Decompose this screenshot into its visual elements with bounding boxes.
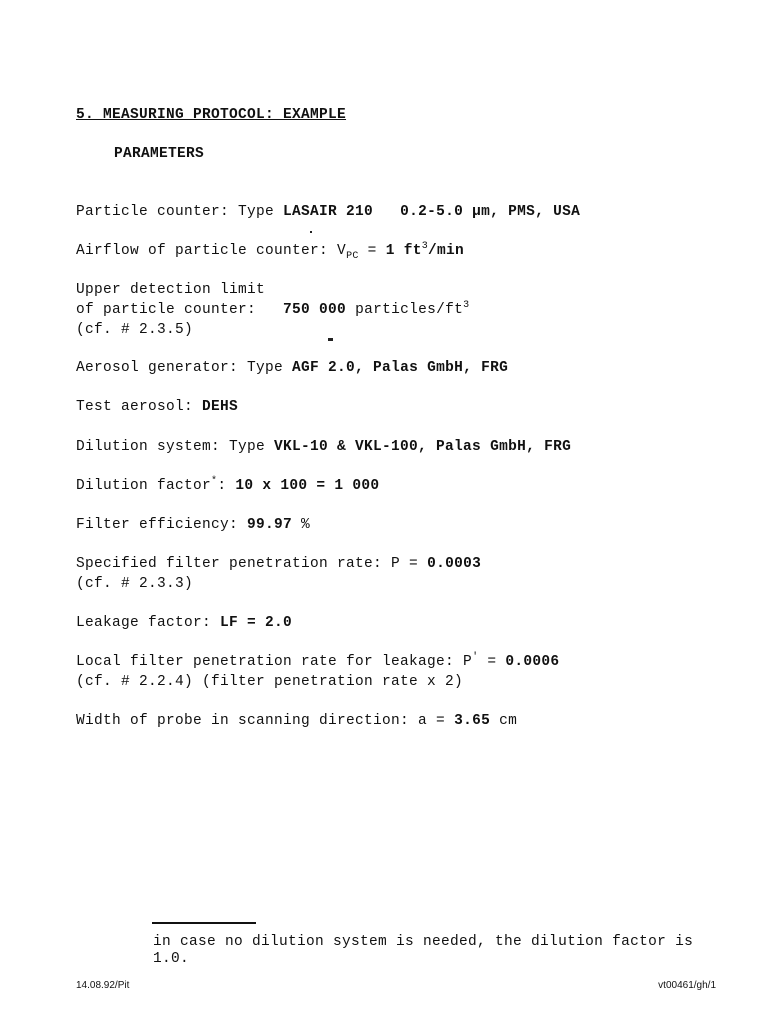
detection-limit-ref: (cf. # 2.3.5)	[76, 322, 194, 338]
aerosol-generator-line: Aerosol generator: Type AGF 2.0, Palas GmbH, FRG	[76, 360, 509, 376]
parameters-heading: PARAMETERS	[114, 146, 205, 162]
dilution-system-line: Dilution system: Type VKL-10 & VKL-100, Palas GmbH, FRG	[76, 439, 572, 455]
filter-efficiency-line: Filter efficiency: 99.97 %	[76, 517, 311, 533]
footer-right: vt00461/gh/1	[658, 980, 716, 991]
specified-penetration-ref: (cf. # 2.3.3)	[76, 576, 194, 592]
probe-width-line: Width of probe in scanning direction: a = 3.65 cm	[76, 713, 518, 729]
local-penetration-ref: (cf. # 2.2.4) (filter penetration rate x 2)	[76, 674, 464, 690]
local-penetration-line: Local filter penetration rate for leakage: P' = 0.0006	[76, 652, 560, 670]
particle-counter-line: Particle counter: Type LASAIR 210 0.2-5.0 µm, PMS, USA	[76, 204, 581, 220]
section-heading: 5. MEASURING PROTOCOL: EXAMPLE	[76, 107, 347, 123]
leakage-factor-line: Leakage factor: LF = 2.0	[76, 615, 293, 631]
detection-limit-line-2: of particle counter: 750 000 particles/$ft^3$	[76, 300, 470, 318]
scan-speck	[310, 231, 312, 233]
footnote-line-1: in case no dilution system is needed, the dilution factor is	[153, 934, 694, 950]
scan-speck	[328, 338, 333, 341]
detection-limit-line-1: Upper detection limit	[76, 282, 266, 298]
footnote-rule	[152, 922, 256, 924]
footer-left: 14.08.92/Pit	[76, 980, 130, 991]
test-aerosol-line: Test aerosol: DEHS	[76, 399, 239, 415]
footnote-line-2: 1.0.	[153, 951, 190, 967]
dilution-factor-line: Dilution factor*: 10 x 100 = 1 000	[76, 476, 380, 494]
specified-penetration-line: Specified filter penetration rate: P = 0.0003	[76, 556, 482, 572]
airflow-line: Airflow of particle counter: $V_{PC} = 1$ $ft^3/\min$	[76, 241, 465, 262]
